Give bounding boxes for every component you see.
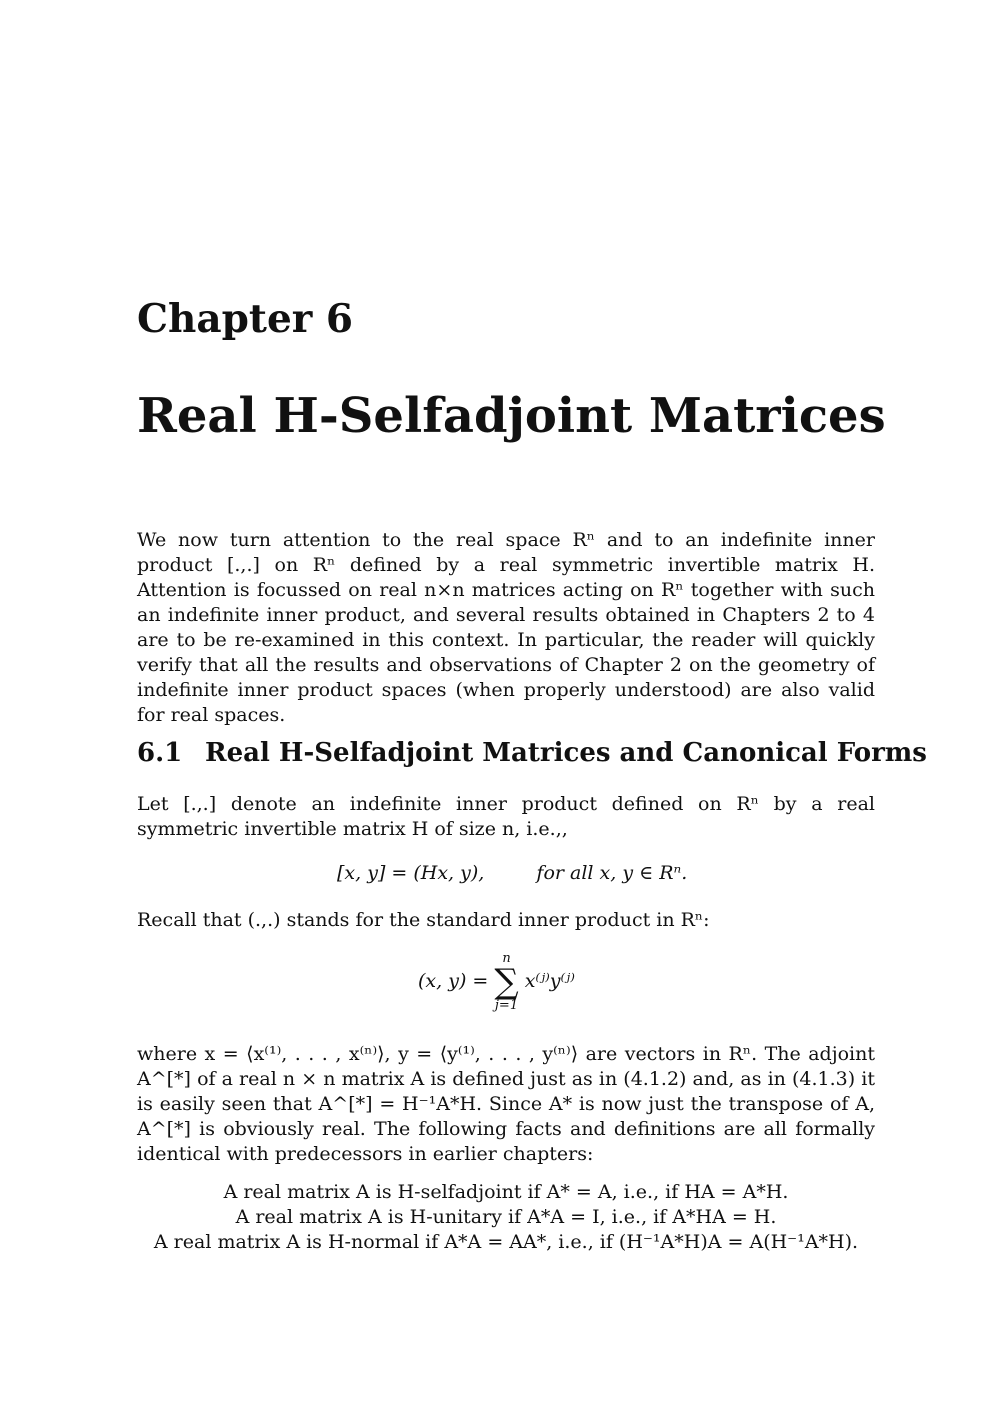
equation-sum-term: x⁽ʲ⁾y⁽ʲ⁾ [524,970,575,992]
intro-paragraph: We now turn attention to the real space Rⁿ and to an indefinite inner product [.,.] on Rⁿ defined by a real symmetric invertible matrix H. Attention is focussed on real n×n matrices acting on Rⁿ together with such an indefinite inner product, and several results obtained in Chapters 2 to 4 are to be re-examined in this context. In particular, the reader will quickly verify that all the results and observations of Chapter 2 on the geometry of indefinite inner product spaces (when properly understood) are also valid for real spaces. [137,529,875,726]
section-title: Real H-Selfadjoint Matrices and Canonical Forms [205,738,927,768]
section-heading [137,738,927,768]
paragraph-standard-product: Recall that (.,.) stands for the standard inner product in Rⁿ: [137,909,710,931]
equation-inner-product [337,862,687,884]
definitions-list [137,1180,875,1255]
sum-upper-limit: n [502,951,511,966]
sum-lower-limit: j=1 [494,998,519,1013]
section-number: 6.1 [137,738,183,768]
chapter-title: Real H-Selfadjoint Matrices [137,388,886,444]
paragraph-adjoint: where x = ⟨x⁽¹⁾, . . . , x⁽ⁿ⁾⟩, y = ⟨y⁽¹⁾, . . . , y⁽ⁿ⁾⟩ are vectors in Rⁿ. The adjoint A^[*] of a real n × n matrix A is defined just as in (4.1.2) and, as in (4.1.3) it is easily seen that A^[*] = H⁻¹A*H. Since A* is now just the transpose of A, A^[*] is obviously real. The following facts and definitions are all formally identical with predecessors in earlier chapters: [137,1043,875,1165]
equation-lhs: [x, y] = (Hx, y), [337,862,485,884]
paragraph-inner-product: Let [.,.] denote an indefinite inner product defined on Rⁿ by a real symmetric invertible matrix H of size n, i.e.,, [137,793,875,840]
equation-standard-product [418,952,575,1012]
definition-unitary: A real matrix A is H-unitary if A*A = I, i.e., if A*HA = H. [235,1206,777,1228]
equation-sum-lhs: (x, y) = [418,970,489,992]
summation [494,952,518,1012]
definition-selfadjoint: A real matrix A is H-selfadjoint if A* = A, i.e., if HA = A*H. [223,1181,789,1203]
chapter-label: Chapter 6 [137,296,354,342]
sum-symbol: ∑ [494,962,519,1002]
definition-normal: A real matrix A is H-normal if A*A = AA*, i.e., if (H⁻¹A*H)A = A(H⁻¹A*H). [153,1231,859,1253]
equation-rhs: for all x, y ∈ Rⁿ. [536,862,688,884]
